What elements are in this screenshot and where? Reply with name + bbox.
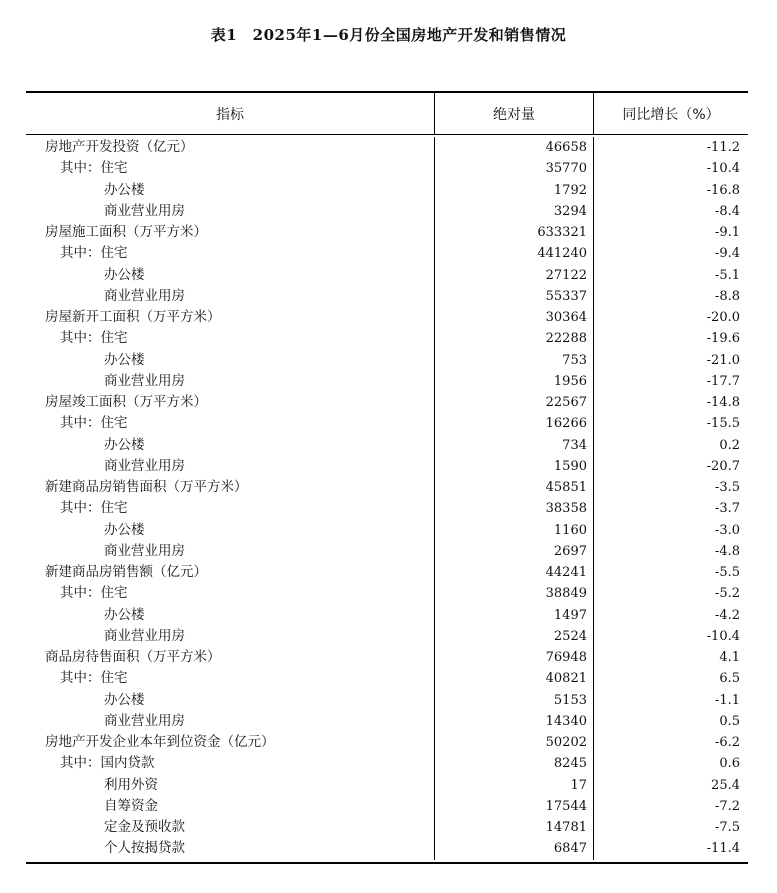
row-absolute-value: 76948 (435, 647, 594, 668)
table-row (26, 520, 748, 541)
row-yoy-growth: -14.8 (706, 395, 740, 410)
row-yoy-growth: -6.2 (714, 735, 740, 750)
row-label: 商业营业用房 (26, 201, 435, 222)
row-yoy-growth: -8.8 (714, 288, 740, 304)
row-absolute-value: 8245 (435, 753, 594, 774)
row-label: 商业营业用房 (26, 286, 435, 307)
row-yoy-growth: -7.5 (714, 820, 740, 835)
row-yoy-growth: -19.6 (706, 331, 740, 347)
row-yoy-growth: -21.0 (706, 352, 740, 368)
row-label: 商业营业用房 (26, 456, 435, 477)
row-absolute-value: 35770 (435, 158, 594, 179)
row-yoy-growth: -4.2 (714, 607, 740, 623)
table-title: 表1 2025年1—6月份全国房地产开发和销售情况 (210, 26, 567, 44)
table-row (26, 137, 748, 158)
row-yoy-growth: 0.6 (719, 756, 740, 772)
row-absolute-value: 44241 (435, 562, 594, 583)
table-body (26, 135, 748, 862)
row-yoy-growth: -5.2 (714, 586, 740, 602)
row-label: 其中：住宅 (26, 413, 435, 434)
row-label: 定金及预收款 (26, 817, 435, 838)
row-yoy-growth: -3.5 (714, 480, 740, 495)
table-row (26, 307, 748, 328)
row-absolute-value: 46658 (435, 137, 594, 158)
table-row (26, 265, 748, 286)
row-absolute-value: 17 (435, 775, 594, 796)
row-yoy-growth: 6.5 (719, 671, 740, 687)
row-label: 其中：住宅 (26, 158, 435, 179)
row-label: 商业营业用房 (26, 711, 435, 732)
row-yoy-growth: -4.8 (714, 543, 740, 559)
table-row (26, 456, 748, 477)
row-absolute-value: 1497 (435, 605, 594, 626)
table-row (26, 477, 748, 498)
table-row (26, 605, 748, 626)
row-label: 新建商品房销售额（亿元） (26, 562, 435, 583)
row-yoy-growth: 0.2 (719, 437, 740, 453)
table-row (26, 286, 748, 307)
row-absolute-value: 1590 (435, 456, 594, 477)
row-label: 利用外资 (26, 775, 435, 796)
row-label: 房屋施工面积（万平方米） (26, 222, 435, 243)
row-label: 房屋竣工面积（万平方米） (26, 392, 435, 413)
row-yoy-growth: -7.2 (714, 798, 740, 814)
table-row (26, 392, 748, 413)
row-absolute-value: 441240 (435, 243, 594, 264)
row-label: 商业营业用房 (26, 371, 435, 392)
row-label: 办公楼 (26, 520, 435, 541)
header-indicator: 指标 (26, 93, 435, 134)
table-row (26, 690, 748, 711)
row-yoy-growth: 25.4 (711, 777, 740, 793)
row-yoy-growth: -17.7 (706, 373, 740, 389)
row-label: 房屋新开工面积（万平方米） (26, 307, 435, 328)
table-row (26, 541, 748, 562)
table-row (26, 817, 748, 838)
row-absolute-value: 5153 (435, 690, 594, 711)
row-label: 商品房待售面积（万平方米） (26, 647, 435, 668)
row-absolute-value: 1792 (435, 180, 594, 201)
row-absolute-value: 753 (435, 350, 594, 371)
table-row (26, 562, 748, 583)
row-absolute-value: 50202 (435, 732, 594, 753)
row-absolute-value: 2524 (435, 626, 594, 647)
table-row (26, 435, 748, 456)
table-row (26, 350, 748, 371)
row-label: 其中：国内贷款 (26, 753, 435, 774)
row-absolute-value: 3294 (435, 201, 594, 222)
row-absolute-value: 734 (435, 435, 594, 456)
row-yoy-growth: 0.5 (719, 713, 740, 729)
row-yoy-growth: -5.5 (714, 565, 740, 580)
row-yoy-growth: 4.1 (719, 650, 740, 665)
row-label: 自筹资金 (26, 796, 435, 817)
row-absolute-value: 6847 (435, 838, 594, 859)
row-yoy-growth: -10.4 (706, 628, 740, 644)
row-label: 办公楼 (26, 690, 435, 711)
row-yoy-growth: -16.8 (706, 182, 740, 198)
table-row (26, 647, 748, 668)
row-label: 其中：住宅 (26, 328, 435, 349)
table-row (26, 711, 748, 732)
row-absolute-value: 22288 (435, 328, 594, 349)
row-yoy-growth: -3.0 (714, 522, 740, 538)
row-yoy-growth: -15.5 (706, 416, 740, 432)
row-absolute-value: 38849 (435, 583, 594, 604)
header-yoy: 同比增长（%） (622, 106, 720, 123)
row-yoy-growth: -20.7 (706, 458, 740, 474)
row-label: 房地产开发投资（亿元） (26, 137, 435, 158)
row-label: 办公楼 (26, 435, 435, 456)
row-yoy-growth: -1.1 (714, 692, 740, 708)
row-absolute-value: 14781 (435, 817, 594, 838)
row-absolute-value: 38358 (435, 498, 594, 519)
data-table (26, 91, 748, 864)
table-row (26, 498, 748, 519)
table-row (26, 413, 748, 434)
row-absolute-value: 40821 (435, 668, 594, 689)
table-row (26, 243, 748, 264)
row-yoy-growth: -5.1 (714, 267, 740, 283)
row-absolute-value: 16266 (435, 413, 594, 434)
row-yoy-growth: -9.1 (714, 225, 740, 240)
row-yoy-growth: -10.4 (706, 161, 740, 177)
header-absolute: 绝对量 (435, 93, 594, 134)
table-row (26, 753, 748, 774)
table-row (26, 796, 748, 817)
row-absolute-value: 27122 (435, 265, 594, 286)
row-absolute-value: 45851 (435, 477, 594, 498)
row-label: 房地产开发企业本年到位资金（亿元） (26, 732, 435, 753)
row-yoy-growth: -11.2 (706, 140, 740, 155)
table-row (26, 838, 748, 859)
row-absolute-value: 22567 (435, 392, 594, 413)
row-label: 个人按揭贷款 (26, 838, 435, 859)
row-absolute-value: 55337 (435, 286, 594, 307)
row-label: 办公楼 (26, 265, 435, 286)
table-row (26, 201, 748, 222)
table-row (26, 668, 748, 689)
row-yoy-growth: -8.4 (714, 203, 740, 219)
row-label: 其中：住宅 (26, 668, 435, 689)
row-absolute-value: 17544 (435, 796, 594, 817)
table-row (26, 583, 748, 604)
row-absolute-value: 1956 (435, 371, 594, 392)
row-label: 其中：住宅 (26, 583, 435, 604)
row-absolute-value: 14340 (435, 711, 594, 732)
table-row (26, 222, 748, 243)
row-label: 其中：住宅 (26, 498, 435, 519)
row-yoy-growth: -3.7 (714, 501, 740, 517)
row-yoy-growth: -11.4 (706, 841, 740, 857)
row-label: 商业营业用房 (26, 626, 435, 647)
row-label: 办公楼 (26, 605, 435, 626)
row-absolute-value: 633321 (435, 222, 594, 243)
row-label: 新建商品房销售面积（万平方米） (26, 477, 435, 498)
table-row (26, 328, 748, 349)
row-absolute-value: 1160 (435, 520, 594, 541)
row-label: 办公楼 (26, 350, 435, 371)
table-row (26, 732, 748, 753)
row-label: 办公楼 (26, 180, 435, 201)
row-yoy-growth: -9.4 (714, 246, 740, 262)
row-label: 其中：住宅 (26, 243, 435, 264)
row-absolute-value: 30364 (435, 307, 594, 328)
table-header (26, 93, 748, 135)
table-row (26, 626, 748, 647)
row-yoy-growth: -20.0 (706, 310, 740, 325)
table-row (26, 180, 748, 201)
table-row (26, 371, 748, 392)
table-row (26, 158, 748, 179)
row-absolute-value: 2697 (435, 541, 594, 562)
table-row (26, 775, 748, 796)
row-label: 商业营业用房 (26, 541, 435, 562)
